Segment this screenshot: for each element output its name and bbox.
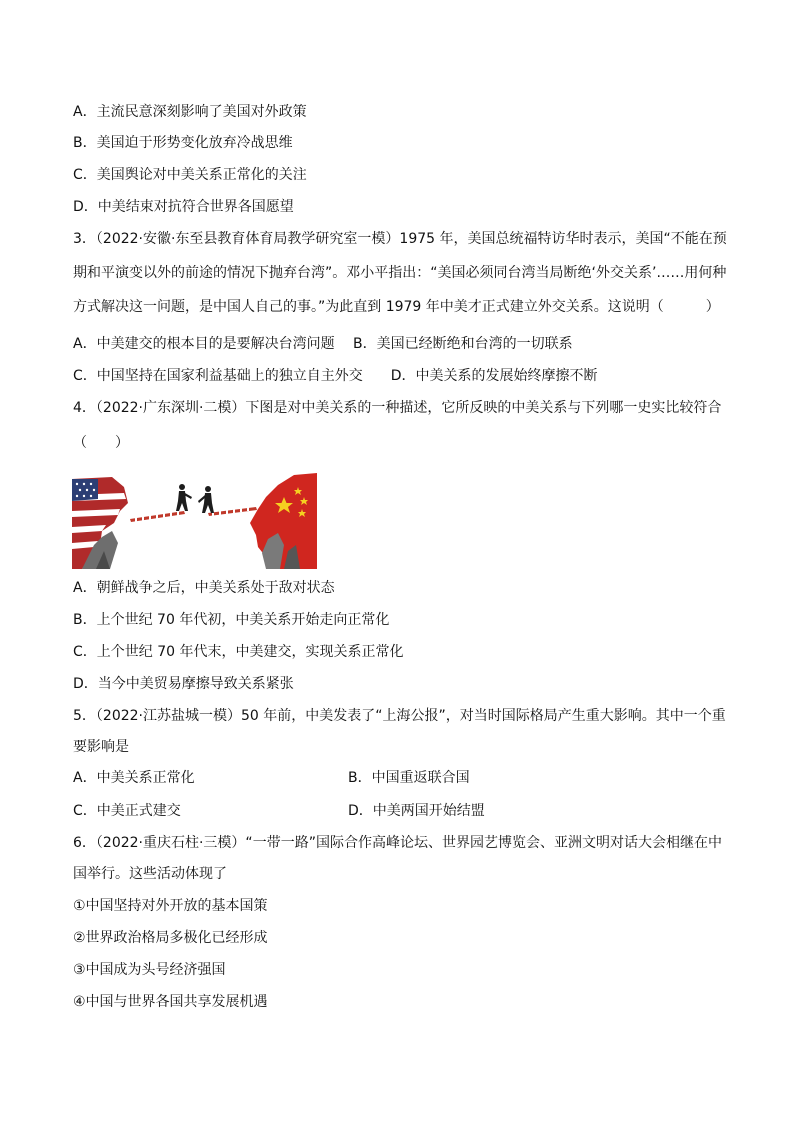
q6-item-2: ②世界政治格局多极化已经形成	[73, 930, 268, 946]
q4-stem-line2: （ ）	[73, 435, 129, 451]
q5-option-c: C．中美正式建交	[73, 803, 181, 819]
q6-item-1: ①中国坚持对外开放的基本国策	[73, 898, 268, 914]
q3-options-line2: C．中国坚持在国家利益基础上的独立自主外交 D．中美关系的发展始终摩擦不断	[73, 368, 598, 384]
q5-stem-line1: 5．（2022·江苏盐城一模）50 年前，中美发表了“上海公报”，对当时国际格局产生重大影响。其中一个重	[73, 708, 726, 724]
q5-stem-line2: 要影响是	[73, 739, 129, 755]
q6-stem-line1: 6．（2022·重庆石柱·三模）“一带一路”国际合作高峰论坛、世界园艺博览会、亚洲文明对话大会相继在中	[73, 835, 722, 851]
q5-option-b: B．中国重返联合国	[348, 770, 470, 786]
q2-option-a: A．主流民意深刻影响了美国对外政策	[73, 104, 307, 120]
q5-option-d: D．中美两国开始结盟	[348, 803, 485, 819]
q3-stem-line3: 方式解决这一问题，是中国人自己的事。”为此直到 1979 年中美才正式建立外交关系。这说明（ ）	[73, 299, 720, 315]
q2-option-c: C．美国舆论对中美关系正常化的关注	[73, 167, 307, 183]
us-china-bridge-illustration	[72, 473, 317, 569]
q6-stem-line2: 国举行。这些活动体现了	[73, 866, 227, 882]
q4-option-d: D．当今中美贸易摩擦导致关系紧张	[73, 676, 294, 692]
q2-option-b: B．美国迫于形势变化放弃冷战思维	[73, 135, 293, 151]
q5-option-a: A．中美关系正常化	[73, 770, 195, 786]
q4-stem-line1: 4．（2022·广东深圳·二模）下图是对中美关系的一种描述，它所反映的中美关系与下列哪一史实比较符合	[73, 400, 722, 416]
q4-option-c: C．上个世纪 70 年代末，中美建交，实现关系正常化	[73, 644, 404, 660]
q6-item-4: ④中国与世界各国共享发展机遇	[73, 994, 268, 1010]
q4-option-b: B．上个世纪 70 年代初，中美关系开始走向正常化	[73, 612, 390, 628]
q4-option-a: A．朝鲜战争之后，中美关系处于敌对状态	[73, 580, 335, 596]
q3-options-line1: A．中美建交的根本目的是要解决台湾问题 B．美国已经断绝和台湾的一切联系	[73, 336, 573, 352]
q3-stem-line2: 期和平演变以外的前途的情况下抛弃台湾”。邓小平指出：“美国必须同台湾当局断绝‘外交关系’……用何种	[73, 265, 727, 281]
q6-item-3: ③中国成为头号经济强国	[73, 962, 226, 978]
q3-stem-line1: 3．（2022·安徽·东至县教育体育局教学研究室一模）1975 年，美国总统福特访华时表示，美国“不能在预	[73, 231, 727, 247]
q2-option-d: D．中美结束对抗符合世界各国愿望	[73, 199, 294, 215]
